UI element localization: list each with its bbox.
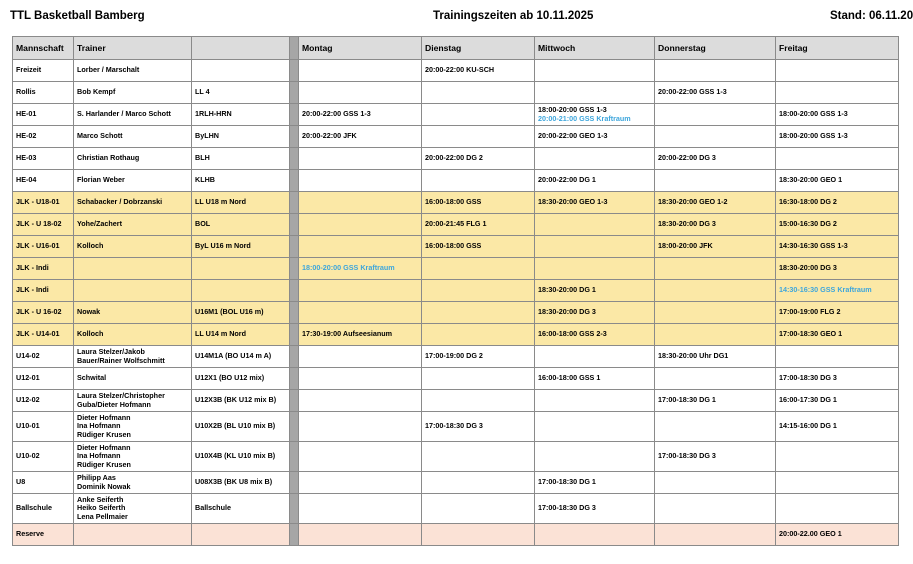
thursday-cell	[655, 104, 776, 126]
trainer-line: Rüdiger Krusen	[77, 459, 131, 469]
league-cell: LL 4	[192, 82, 290, 104]
trainer-cell: Christian Rothaug	[74, 148, 192, 170]
tuesday-cell	[422, 170, 535, 192]
table-row	[13, 346, 899, 368]
trainer-cell: Kolloch	[74, 324, 192, 346]
column-separator	[290, 280, 299, 302]
thursday-cell	[655, 368, 776, 390]
wednesday-cell: 18:30-20:00 DG 1	[535, 280, 655, 302]
team-cell: JLK - U16-01	[13, 236, 74, 258]
trainer-cell	[74, 280, 192, 302]
trainer-cell	[74, 258, 192, 280]
tuesday-cell: 17:00-18:30 DG 3	[422, 412, 535, 442]
friday-cell: 15:00-16:30 DG 2	[776, 214, 899, 236]
column-separator	[290, 126, 299, 148]
team-cell: HE-02	[13, 126, 74, 148]
column-separator	[290, 412, 299, 442]
thursday-cell: 17:00-18:30 DG 1	[655, 390, 776, 412]
trainer-cell: Nowak	[74, 302, 192, 324]
table-row	[13, 82, 899, 104]
table-row	[13, 170, 899, 192]
wednesday-cell	[535, 442, 655, 472]
trainer-cell: Florian Weber	[74, 170, 192, 192]
friday-cell: 18:00-20:00 GSS 1-3	[776, 104, 899, 126]
team-cell: JLK - U18-01	[13, 192, 74, 214]
monday-cell	[299, 236, 422, 258]
trainer-line: Bauer/Rainer Wolfschmitt	[77, 355, 165, 365]
tuesday-cell	[422, 280, 535, 302]
league-cell: BOL	[192, 214, 290, 236]
thursday-cell	[655, 280, 776, 302]
team-cell: HE-01	[13, 104, 74, 126]
monday-cell	[299, 412, 422, 442]
wednesday-cell	[535, 258, 655, 280]
trainer-line: Rüdiger Krusen	[77, 429, 131, 439]
monday-cell	[299, 302, 422, 324]
table-row	[13, 236, 899, 258]
col-header-team: Mannschaft	[13, 37, 74, 60]
monday-cell	[299, 214, 422, 236]
wednesday-cell: 17:00-18:30 DG 3	[535, 494, 655, 524]
friday-cell	[776, 494, 899, 524]
wednesday-cell: 20:00-22:00 GEO 1-3	[535, 126, 655, 148]
monday-cell	[299, 170, 422, 192]
column-separator	[290, 346, 299, 368]
trainer-cell: Kolloch	[74, 236, 192, 258]
wednesday-cell: 17:00-18:30 DG 1	[535, 472, 655, 494]
team-cell: U14-02	[13, 346, 74, 368]
thursday-cell: 20:00-22:00 GSS 1-3	[655, 82, 776, 104]
table-row	[13, 258, 899, 280]
trainer-line: Ina Hofmann	[77, 421, 121, 431]
thursday-cell	[655, 494, 776, 524]
column-separator	[290, 442, 299, 472]
column-separator	[290, 214, 299, 236]
trainer-cell: Schabacker / Dobrzanski	[74, 192, 192, 214]
thursday-cell	[655, 60, 776, 82]
tuesday-cell	[422, 104, 535, 126]
document-title: Trainingszeiten ab 10.11.2025	[433, 10, 594, 22]
thursday-cell	[655, 126, 776, 148]
wednesday-cell: 16:00-18:00 GSS 2-3	[535, 324, 655, 346]
monday-cell: 18:00-20:00 GSS Kraftraum	[299, 258, 422, 280]
trainer-line: Guba/Dieter Hofmann	[77, 399, 151, 409]
thursday-cell	[655, 170, 776, 192]
column-separator	[290, 37, 299, 60]
wednesday-cell: 16:00-18:00 GSS 1	[535, 368, 655, 390]
league-cell	[192, 524, 290, 546]
tuesday-cell	[422, 472, 535, 494]
column-separator	[290, 104, 299, 126]
thursday-cell	[655, 472, 776, 494]
team-cell: JLK - U14-01	[13, 324, 74, 346]
league-cell: U14M1A (BO U14 m A)	[192, 346, 290, 368]
table-row	[13, 148, 899, 170]
table-row	[13, 192, 899, 214]
team-cell: Reserve	[13, 524, 74, 546]
team-cell: JLK - U 18-02	[13, 214, 74, 236]
tuesday-cell: 20:00-22:00 DG 2	[422, 148, 535, 170]
thursday-cell: 18:00-20:00 JFK	[655, 236, 776, 258]
wednesday-cell	[535, 236, 655, 258]
table-row	[13, 280, 899, 302]
league-cell: ByLHN	[192, 126, 290, 148]
trainer-line: Lena Pellmaier	[77, 511, 128, 521]
monday-cell	[299, 60, 422, 82]
friday-cell: 20:00-22.00 GEO 1	[776, 524, 899, 546]
table-row	[13, 442, 899, 472]
monday-cell	[299, 82, 422, 104]
tuesday-cell	[422, 258, 535, 280]
tuesday-cell	[422, 390, 535, 412]
league-cell: U08X3B (BK U8 mix B)	[192, 472, 290, 494]
col-header-trainer: Trainer	[74, 37, 192, 60]
tuesday-cell	[422, 494, 535, 524]
table-row	[13, 494, 899, 524]
team-cell: HE-03	[13, 148, 74, 170]
tuesday-cell	[422, 302, 535, 324]
column-separator	[290, 302, 299, 324]
column-separator	[290, 472, 299, 494]
friday-cell: 17:00-19:00 FLG 2	[776, 302, 899, 324]
wednesday-cell	[535, 524, 655, 546]
column-separator	[290, 236, 299, 258]
monday-cell	[299, 524, 422, 546]
thursday-cell	[655, 302, 776, 324]
tuesday-cell	[422, 82, 535, 104]
thursday-cell: 18:30-20:00 GEO 1-2	[655, 192, 776, 214]
thursday-cell: 18:30-20:00 Uhr DG1	[655, 346, 776, 368]
trainer-line: Dieter Hofmann	[77, 442, 131, 452]
league-cell	[192, 60, 290, 82]
table-row	[13, 324, 899, 346]
tuesday-cell: 16:00-18:00 GSS	[422, 236, 535, 258]
league-cell: U10X4B (KL U10 mix B)	[192, 442, 290, 472]
trainer-cell: S. Harlander / Marco Schott	[74, 104, 192, 126]
team-cell: JLK - Indi	[13, 280, 74, 302]
friday-cell	[776, 346, 899, 368]
team-cell: U10-02	[13, 442, 74, 472]
monday-cell: 17:30-19:00 Aufseesianum	[299, 324, 422, 346]
league-cell: Ballschule	[192, 494, 290, 524]
trainer-cell	[74, 346, 192, 368]
column-separator	[290, 170, 299, 192]
trainer-cell: Schwital	[74, 368, 192, 390]
friday-cell: 16:30-18:00 DG 2	[776, 192, 899, 214]
table-row	[13, 302, 899, 324]
friday-cell: 18:30-20:00 DG 3	[776, 258, 899, 280]
team-cell: Ballschule	[13, 494, 74, 524]
team-cell: Rollis	[13, 82, 74, 104]
team-cell: U10-01	[13, 412, 74, 442]
monday-cell	[299, 494, 422, 524]
monday-cell	[299, 346, 422, 368]
wednesday-cell	[535, 60, 655, 82]
team-cell: HE-04	[13, 170, 74, 192]
table-row	[13, 214, 899, 236]
league-cell: 1RLH-HRN	[192, 104, 290, 126]
column-separator	[290, 368, 299, 390]
friday-cell	[776, 82, 899, 104]
stand-date: Stand: 06.11.20	[830, 10, 913, 22]
table-row	[13, 472, 899, 494]
league-cell: U12X3B (BK U12 mix B)	[192, 390, 290, 412]
monday-cell	[299, 390, 422, 412]
column-separator	[290, 524, 299, 546]
wednesday-slot: 18:00-20:00 GSS 1-3	[538, 105, 607, 115]
monday-cell: 20:00-22:00 JFK	[299, 126, 422, 148]
wednesday-cell	[535, 148, 655, 170]
wednesday-cell	[535, 214, 655, 236]
col-header-tuesday: Dienstag	[422, 37, 535, 60]
training-schedule-table	[12, 36, 899, 546]
wednesday-cell: 20:00-22:00 DG 1	[535, 170, 655, 192]
trainer-cell	[74, 524, 192, 546]
league-cell: BLH	[192, 148, 290, 170]
league-cell: U16M1 (BOL U16 m)	[192, 302, 290, 324]
trainer-cell: Yohe/Zachert	[74, 214, 192, 236]
monday-cell	[299, 280, 422, 302]
league-cell	[192, 280, 290, 302]
monday-cell	[299, 368, 422, 390]
friday-cell	[776, 60, 899, 82]
friday-cell: 14:15-16:00 DG 1	[776, 412, 899, 442]
tuesday-cell	[422, 126, 535, 148]
trainer-cell	[74, 390, 192, 412]
friday-cell: 18:30-20:00 GEO 1	[776, 170, 899, 192]
tuesday-cell	[422, 368, 535, 390]
thursday-cell	[655, 324, 776, 346]
friday-cell	[776, 472, 899, 494]
table-row	[13, 60, 899, 82]
team-cell: JLK - Indi	[13, 258, 74, 280]
column-separator	[290, 390, 299, 412]
team-cell: U12-01	[13, 368, 74, 390]
trainer-cell	[74, 494, 192, 524]
league-cell: KLHB	[192, 170, 290, 192]
col-header-league	[192, 37, 290, 60]
table-row	[13, 104, 899, 126]
trainer-line: Dominik Nowak	[77, 481, 131, 491]
friday-cell	[776, 442, 899, 472]
table-row	[13, 412, 899, 442]
thursday-cell: 18:30-20:00 DG 3	[655, 214, 776, 236]
col-header-wednesday: Mittwoch	[535, 37, 655, 60]
monday-cell	[299, 148, 422, 170]
wednesday-slot-kraftraum: 20:00-21:00 GSS Kraftraum	[538, 113, 631, 123]
league-cell: LL U18 m Nord	[192, 192, 290, 214]
friday-cell: 14:30-16:30 GSS Kraftraum	[776, 280, 899, 302]
team-cell: Freizeit	[13, 60, 74, 82]
column-separator	[290, 148, 299, 170]
col-header-friday: Freitag	[776, 37, 899, 60]
column-separator	[290, 60, 299, 82]
tuesday-cell	[422, 442, 535, 472]
trainer-cell	[74, 412, 192, 442]
trainer-line: Laura Stelzer/Jakob	[77, 347, 145, 357]
trainer-line: Ina Hofmann	[77, 451, 121, 461]
wednesday-cell: 18:30-20:00 DG 3	[535, 302, 655, 324]
league-cell: U12X1 (BO U12 mix)	[192, 368, 290, 390]
trainer-line: Heiko Seiferth	[77, 503, 126, 513]
trainer-cell	[74, 472, 192, 494]
column-separator	[290, 494, 299, 524]
trainer-cell: Bob Kempf	[74, 82, 192, 104]
col-header-monday: Montag	[299, 37, 422, 60]
league-cell	[192, 258, 290, 280]
thursday-cell: 20:00-22:00 DG 3	[655, 148, 776, 170]
table-header-row	[13, 37, 899, 60]
league-cell: U10X2B (BL U10 mix B)	[192, 412, 290, 442]
friday-cell: 17:00-18:30 GEO 1	[776, 324, 899, 346]
thursday-cell: 17:00-18:30 DG 3	[655, 442, 776, 472]
table-row	[13, 368, 899, 390]
thursday-cell	[655, 524, 776, 546]
tuesday-cell: 17:00-19:00 DG 2	[422, 346, 535, 368]
table-row	[13, 524, 899, 546]
friday-cell	[776, 148, 899, 170]
friday-cell: 16:00-17:30 DG 1	[776, 390, 899, 412]
trainer-line: Anke Seiferth	[77, 494, 124, 504]
tuesday-cell: 16:00-18:00 GSS	[422, 192, 535, 214]
trainer-line: Philipp Aas	[77, 473, 116, 483]
trainer-line: Dieter Hofmann	[77, 412, 131, 422]
table-row	[13, 390, 899, 412]
wednesday-cell	[535, 346, 655, 368]
wednesday-cell	[535, 390, 655, 412]
tuesday-cell	[422, 524, 535, 546]
trainer-cell: Lorber / Marschalt	[74, 60, 192, 82]
tuesday-cell: 20:00-21:45 FLG 1	[422, 214, 535, 236]
column-separator	[290, 192, 299, 214]
wednesday-cell	[535, 412, 655, 442]
friday-cell: 17:00-18:30 DG 3	[776, 368, 899, 390]
monday-cell	[299, 192, 422, 214]
team-cell: U8	[13, 472, 74, 494]
column-separator	[290, 324, 299, 346]
team-cell: U12-02	[13, 390, 74, 412]
monday-cell: 20:00-22:00 GSS 1-3	[299, 104, 422, 126]
trainer-cell	[74, 442, 192, 472]
column-separator	[290, 258, 299, 280]
wednesday-cell: 18:30-20:00 GEO 1-3	[535, 192, 655, 214]
thursday-cell	[655, 258, 776, 280]
column-separator	[290, 82, 299, 104]
monday-cell	[299, 472, 422, 494]
tuesday-cell: 20:00-22:00 KU-SCH	[422, 60, 535, 82]
league-cell: LL U14 m Nord	[192, 324, 290, 346]
thursday-cell	[655, 412, 776, 442]
friday-cell: 14:30-16:30 GSS 1-3	[776, 236, 899, 258]
table-row	[13, 126, 899, 148]
trainer-line: Laura Stelzer/Christopher	[77, 391, 165, 401]
tuesday-cell	[422, 324, 535, 346]
wednesday-cell	[535, 104, 655, 126]
club-name: TTL Basketball Bamberg	[10, 10, 145, 22]
team-cell: JLK - U 16-02	[13, 302, 74, 324]
trainer-cell: Marco Schott	[74, 126, 192, 148]
monday-cell	[299, 442, 422, 472]
league-cell: ByL U16 m Nord	[192, 236, 290, 258]
wednesday-cell	[535, 82, 655, 104]
col-header-thursday: Donnerstag	[655, 37, 776, 60]
friday-cell: 18:00-20:00 GSS 1-3	[776, 126, 899, 148]
